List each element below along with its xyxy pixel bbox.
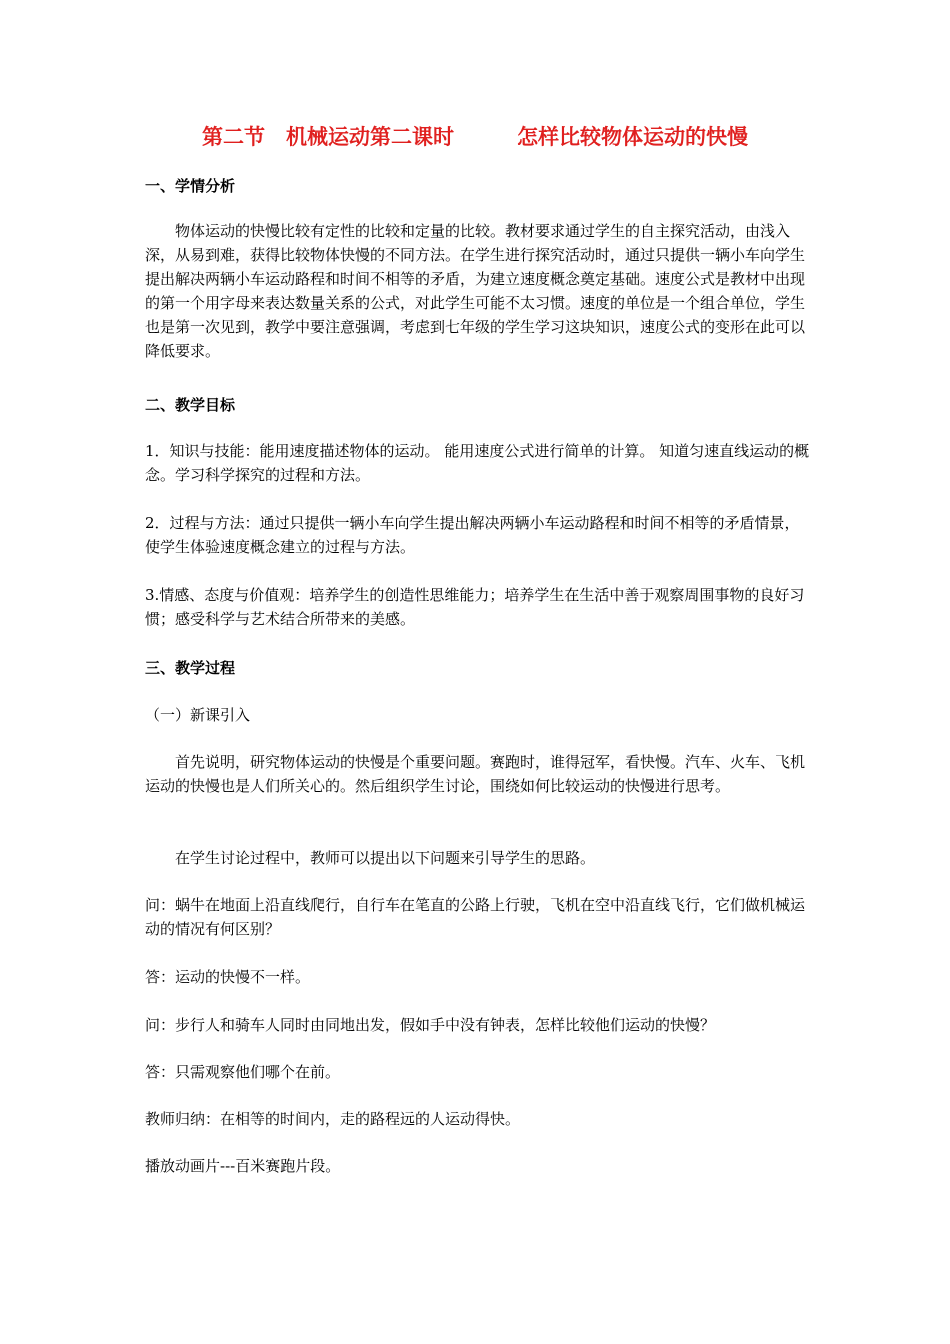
- goal-item-knowledge-skills: 1．知识与技能：能用速度描述物体的运动。 能用速度公式进行简单的计算。 知道匀速直线运动的概念。学习科学探究的过程和方法。: [145, 442, 810, 484]
- goal-item-emotion-attitude: 3.情感、态度与价值观：培养学生的创造性思维能力；培养学生在生活中善于观察周围事物的良好习惯；感受科学与艺术结合所带来的美感。: [145, 586, 805, 628]
- paragraph-discussion: 在学生讨论过程中，教师可以提出以下问题来引导学生的思路。: [175, 849, 596, 867]
- question-1: 问：蜗牛在地面上沿直线爬行，自行车在笔直的公路上行驶，飞机在空中沿直线飞行，它们做机械运动的情况有何区别？: [145, 896, 806, 938]
- document-title: 第二节 机械运动第二课时 怎样比较物体运动的快慢: [202, 125, 748, 149]
- goal-item-process-method: 2．过程与方法：通过只提供一辆小车向学生提出解决两辆小车运动路程和时间不相等的矛盾情景，使学生体验速度概念建立的过程与方法。: [145, 514, 800, 556]
- play-animation-note: 播放动画片---百米赛跑片段。: [145, 1157, 341, 1175]
- section-heading-teaching-goals: 二、教学目标: [145, 396, 236, 414]
- answer-2: 答：只需观察他们哪个在前。: [145, 1063, 341, 1081]
- paragraph-introduction: 首先说明，研究物体运动的快慢是个重要问题。赛跑时，谁得冠军，看快慢。汽车、火车、飞机运动的快慢也是人们所关心的。然后组织学生讨论，围绕如何比较运动的快慢进行思考。: [145, 753, 806, 795]
- answer-1: 答：运动的快慢不一样。: [145, 968, 311, 986]
- section-heading-learning-analysis: 一、学情分析: [145, 177, 236, 195]
- question-2: 问：步行人和骑车人同时由同地出发，假如手中没有钟表，怎样比较他们运动的快慢？: [145, 1016, 716, 1034]
- subsection-heading-introduction: （一）新课引入: [145, 706, 251, 724]
- paragraph-learning-analysis: 物体运动的快慢比较有定性的比较和定量的比较。教材要求通过学生的自主探究活动，由浅入深，从易到难，获得比较物体快慢的不同方法。在学生进行探究活动时，通过只提供一辆小车向学生提出解决两辆小车运动路程和时间不相等的矛盾，为建立速度概念奠定基础。速度公式是教材中出现的第一个用字母来表达数量关系的公式，对此学生可能不太习惯。速度的单位是一个组合单位，学生也是第一次见到，教学中要注意强调，考虑到七年级的学生学习这块知识，速度公式的变形在此可以降低要求。: [145, 222, 806, 360]
- teacher-summary: 教师归纳：在相等的时间内，走的路程远的人运动得快。: [145, 1110, 521, 1128]
- section-heading-teaching-process: 三、教学过程: [145, 659, 236, 677]
